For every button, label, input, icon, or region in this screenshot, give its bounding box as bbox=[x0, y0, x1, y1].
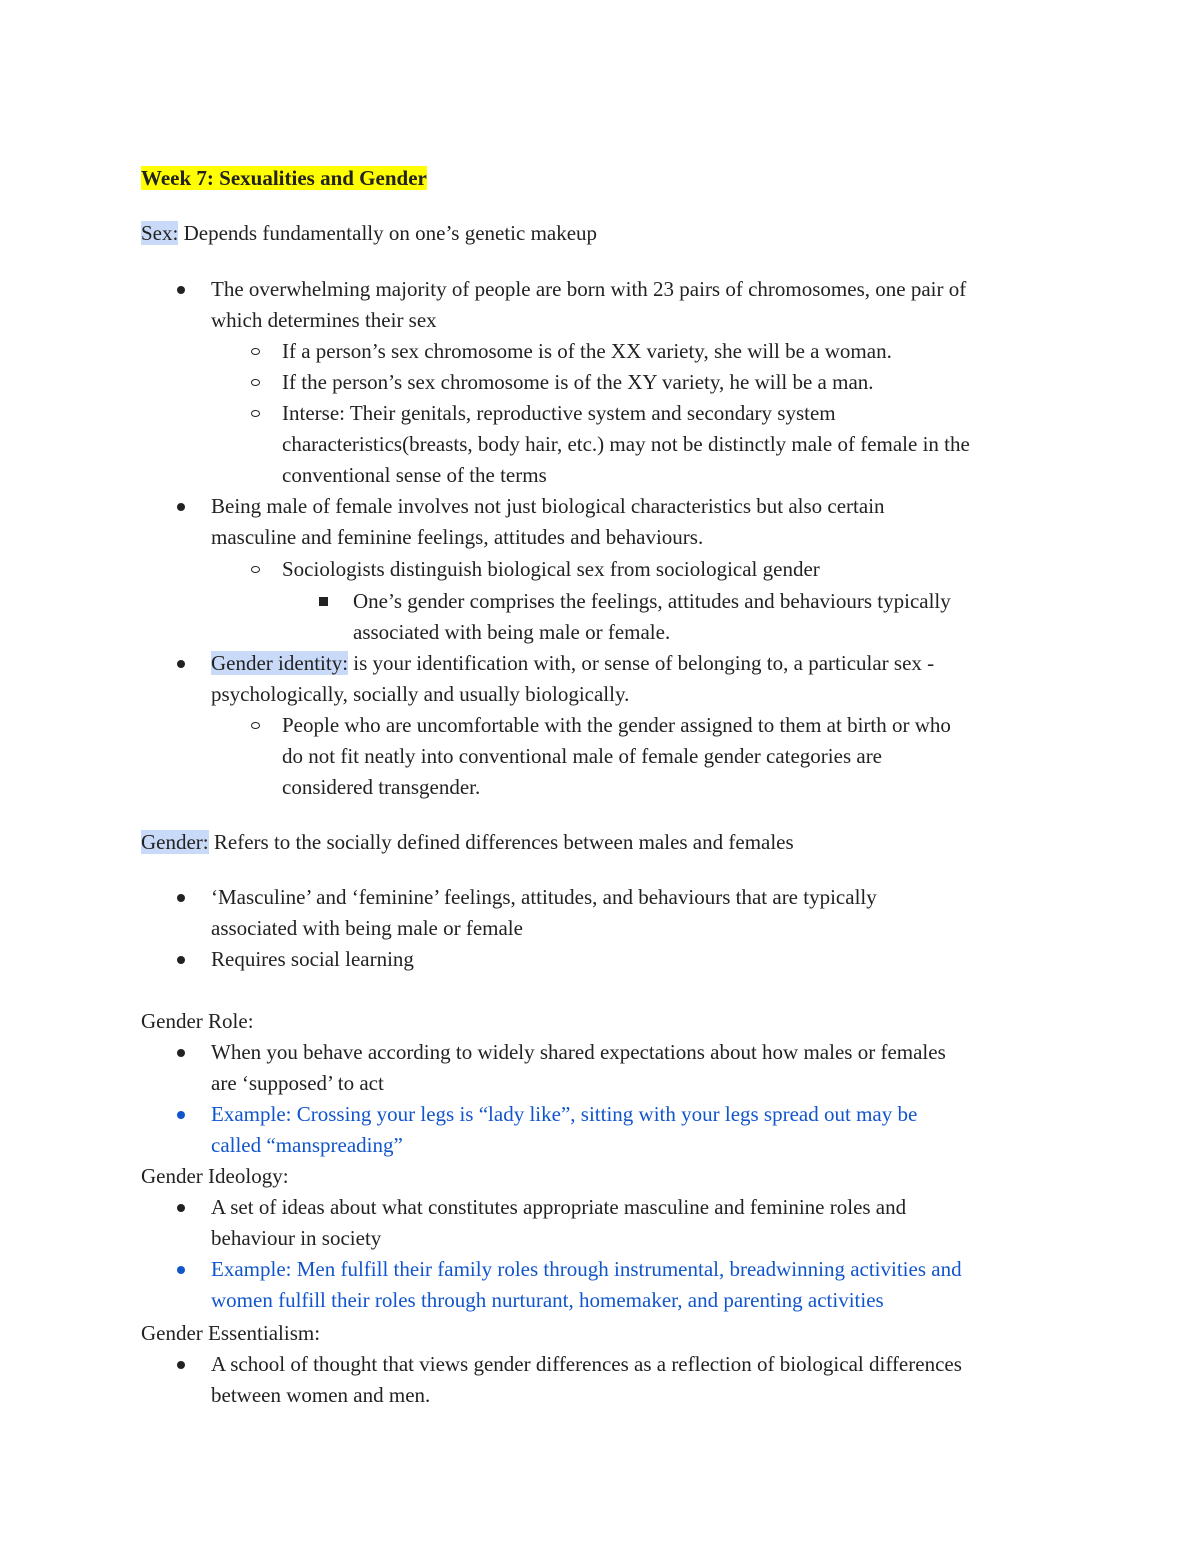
list-item: Sociologists distinguish biological sex from sociological gender bbox=[282, 557, 820, 581]
list-item: A school of thought that views gender differences as a reflection of biological differences bbox=[211, 1352, 962, 1376]
gender-essentialism-heading: Gender Essentialism: bbox=[141, 1321, 321, 1345]
bullet-icon bbox=[177, 1111, 185, 1119]
bullet-icon bbox=[177, 286, 185, 294]
list-item: associated with being male or female. bbox=[353, 620, 671, 644]
list-item: One’s gender comprises the feelings, attitudes and behaviours typically bbox=[353, 589, 951, 613]
square-bullet-icon bbox=[319, 597, 328, 606]
gender-role-heading: Gender Role: bbox=[141, 1009, 254, 1033]
bullet-icon bbox=[177, 1361, 185, 1369]
list-item: associated with being male or female bbox=[211, 916, 523, 940]
bullet-icon bbox=[177, 1204, 185, 1212]
list-item: masculine and feminine feelings, attitudes and behaviours. bbox=[211, 525, 704, 549]
sex-definition-text: Depends fundamentally on one’s genetic makeup bbox=[178, 221, 598, 245]
hollow-bullet-icon bbox=[251, 348, 260, 355]
gender-identity-term: Gender identity: bbox=[211, 651, 349, 675]
hollow-bullet-icon bbox=[251, 566, 260, 573]
list-item: If a person’s sex chromosome is of the XX variety, she will be a woman. bbox=[282, 339, 892, 363]
list-item: considered transgender. bbox=[282, 775, 481, 799]
hollow-bullet-icon bbox=[251, 722, 260, 729]
gender-ideology-heading: Gender Ideology: bbox=[141, 1164, 289, 1188]
document-title bbox=[141, 163, 427, 194]
bullet-icon bbox=[177, 1266, 185, 1274]
list-item: which determines their sex bbox=[211, 308, 437, 332]
title-highlight: Week 7: Sexualities and Gender bbox=[141, 166, 427, 190]
gender-identity-text: is your identification with, or sense of belonging to, a particular sex - bbox=[348, 651, 935, 675]
example-item: Example: Men fulfill their family roles through instrumental, breadwinning activities and bbox=[211, 1257, 962, 1281]
list-item: behaviour in society bbox=[211, 1226, 382, 1250]
list-item: Interse: Their genitals, reproductive system and secondary system bbox=[282, 401, 836, 425]
list-item: Being male of female involves not just biological characteristics but also certain bbox=[211, 494, 885, 518]
list-item: The overwhelming majority of people are born with 23 pairs of chromosomes, one pair of bbox=[211, 277, 967, 301]
list-item: People who are uncomfortable with the gender assigned to them at birth or who bbox=[282, 713, 951, 737]
list-item: When you behave according to widely shared expectations about how males or females bbox=[211, 1040, 946, 1064]
example-item: Example: Crossing your legs is “lady like”, sitting with your legs spread out may be bbox=[211, 1102, 918, 1126]
list-item: ‘Masculine’ and ‘feminine’ feelings, attitudes, and behaviours that are typically bbox=[211, 885, 877, 909]
list-item: characteristics(breasts, body hair, etc.) may not be distinctly male of female in the bbox=[282, 432, 970, 456]
list-item: are ‘supposed’ to act bbox=[211, 1071, 384, 1095]
list-item: Requires social learning bbox=[211, 947, 414, 971]
example-item: women fulfill their roles through nurturant, homemaker, and parenting activities bbox=[211, 1288, 884, 1312]
gender-definition-text: Refers to the socially defined differences between males and females bbox=[208, 830, 794, 854]
gender-definition bbox=[141, 827, 794, 858]
sex-definition bbox=[141, 218, 597, 249]
example-item: called “manspreading” bbox=[211, 1133, 403, 1157]
sex-term: Sex: bbox=[141, 221, 179, 245]
list-item: conventional sense of the terms bbox=[282, 463, 547, 487]
hollow-bullet-icon bbox=[251, 410, 260, 417]
list-item: do not fit neatly into conventional male of female gender categories are bbox=[282, 744, 883, 768]
list-item: psychologically, socially and usually biologically. bbox=[211, 682, 630, 706]
list-item: A set of ideas about what constitutes appropriate masculine and feminine roles and bbox=[211, 1195, 907, 1219]
bullet-icon bbox=[177, 894, 185, 902]
bullet-icon bbox=[177, 1049, 185, 1057]
bullet-icon bbox=[177, 660, 185, 668]
list-item bbox=[211, 648, 934, 679]
list-item: between women and men. bbox=[211, 1383, 431, 1407]
bullet-icon bbox=[177, 956, 185, 964]
gender-term: Gender: bbox=[141, 830, 209, 854]
bullet-icon bbox=[177, 503, 185, 511]
list-item: If the person’s sex chromosome is of the XY variety, he will be a man. bbox=[282, 370, 874, 394]
hollow-bullet-icon bbox=[251, 379, 260, 386]
